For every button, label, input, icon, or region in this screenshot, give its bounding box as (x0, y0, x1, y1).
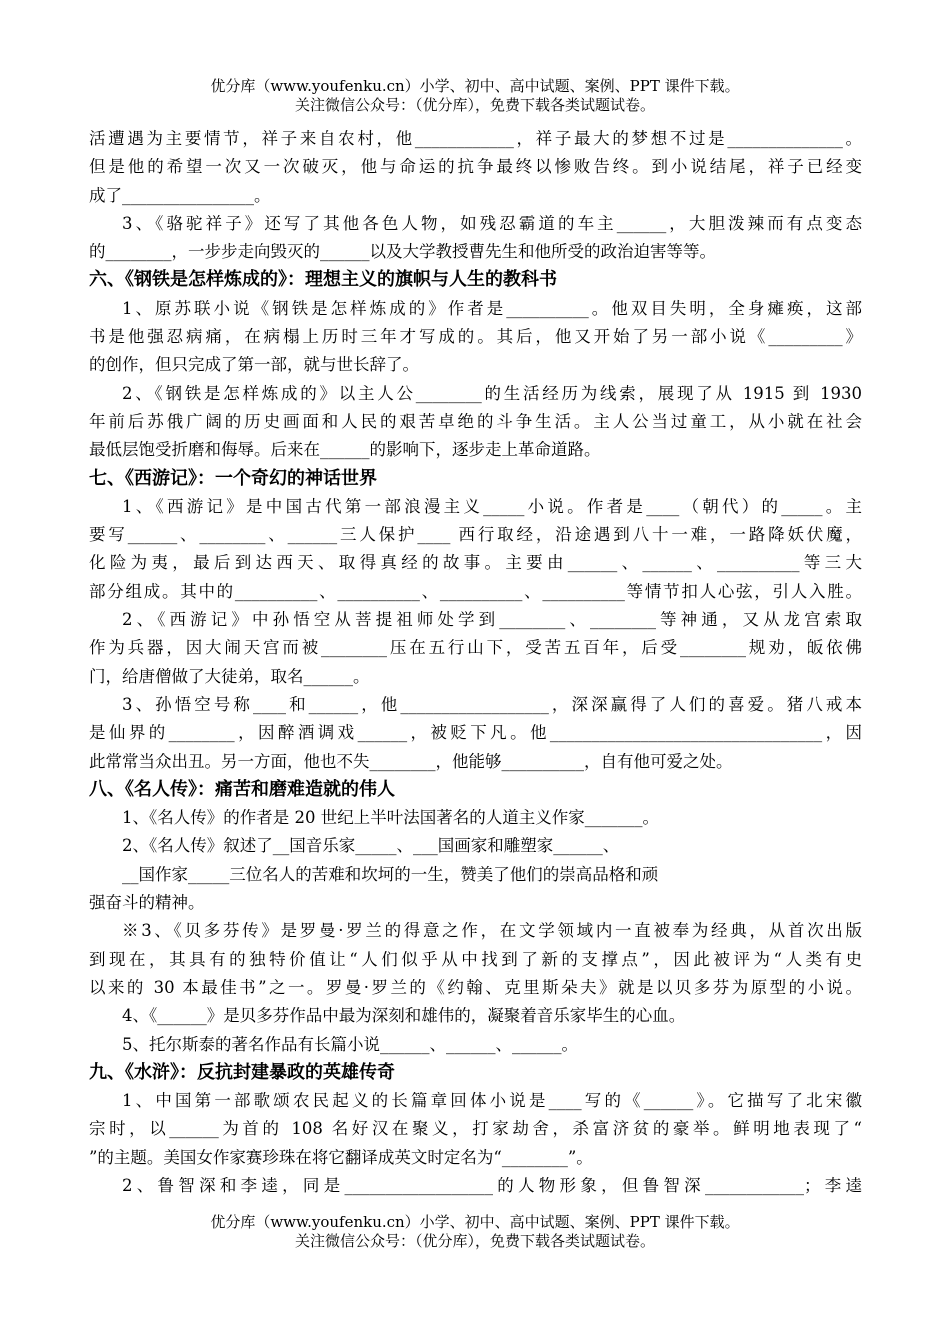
page-header (0, 77, 950, 115)
text-line: 2、《钢铁是怎样炼成的》以主人公________的生活经历为线索，展现了从 1915 到 1930 (122, 383, 862, 403)
text-line: 宗时，以______为首的 108 名好汉在聚义，打家劫舍，杀富济贫的豪举。鲜明地表现了“ (89, 1119, 862, 1139)
text-line: 作为兵器，因大闹天宫而被________压在五行山下，受苦五百年，后受________规劝，皈依佛 (89, 638, 862, 658)
text-line: 部分组成。其中的__________、__________、__________、__________等情节扣人心弦，引人入胜。 (89, 581, 862, 601)
text-line: 活遭遇为主要情节，祥子来自农村，他____________，祥子最大的梦想不过是______________。 (89, 129, 862, 148)
text-line: 是仙界的________，因醉酒调戏______，被贬下凡。他_________________________________，因 (89, 723, 862, 743)
text-line: 年前后苏俄广阔的历史画面和人民的艰苦卓绝的斗争生活。主人公当过童工，从小就在社会 (89, 411, 862, 431)
header-line-2: 关注微信公众号：（优分库），免费下载各类试题试卷。 (294, 96, 655, 114)
text-line: 3、孙悟空号称____和______，他__________________，深深赢得了人们的喜爱。猪八戒本 (122, 694, 862, 714)
page-footer (0, 1213, 950, 1251)
section-heading: 七、《西游记》：一个奇幻的神话世界 (89, 467, 377, 489)
text-line: 最低层饱受折磨和侮辱。后来在______的影响下，逐步走上革命道路。 (89, 440, 601, 460)
text-line: 此常常当众出丑。另一方面，他也不失________，他能够__________，自有他可爱之处。 (89, 751, 733, 771)
text-line: 成了________________。 (89, 185, 271, 205)
text-line: 1、《西游记》是中国古代第一部浪漫主义_____小说。作者是____（朝代）的_____。主 (122, 496, 862, 516)
text-line: 2、《西游记》中孙悟空从菩提祖师处学到________、________等神通，又从龙宫索取 (122, 610, 862, 630)
text-line: 1、原苏联小说《钢铁是怎样炼成的》作者是__________。他双目失明，全身瘫痪，这部 (122, 298, 862, 318)
header-line-1: 优分库（www.youfenku.cn）小学、初中、高中试题、案例、PPT 课件下载。 (210, 77, 740, 95)
text-line: 3、《骆驼祥子》还写了其他各色人物，如残忍霸道的车主______，大胆泼辣而有点变态 (122, 213, 862, 233)
text-line: 化险为夷，最后到达西天、取得真经的故事。主要由______、______、__________等三大 (89, 553, 862, 573)
text-line: 书是他强忍病痛，在病榻上历时三年才写成的。其后，他又开始了另一部小说《_________》 (89, 327, 862, 347)
text-line: 但是他的希望一次又一次破灭，他与命运的抗争最终以惨败告终。到小说结尾，祥子已经变 (89, 157, 862, 177)
footer-line-2: 关注微信公众号：（优分库），免费下载各类试题试卷。 (294, 1232, 655, 1250)
text-line: 5、托尔斯泰的著名作品有长篇小说______、______、______。 (122, 1034, 578, 1054)
text-line: __国作家_____三位名人的苦难和坎坷的一生，赞美了他们的崇高品格和顽 (122, 864, 659, 884)
section-heading: 六、《钢铁是怎样炼成的》：理想主义的旗帜与人生的教科书 (89, 269, 557, 291)
text-line: 4、《______》是贝多芬作品中最为深刻和雄伟的，凝聚着音乐家毕生的心血。 (122, 1006, 686, 1026)
section-heading: 九、《水浒》：反抗封建暴政的英雄传奇 (89, 1061, 395, 1083)
section-heading: 八、《名人传》：痛苦和磨难造就的伟人 (89, 778, 395, 800)
text-line: 门，给唐僧做了大徒弟，取名______。 (89, 666, 370, 686)
text-line: 2、《名人传》叙述了__国音乐家_____、___国画家和雕塑家______、 (122, 836, 620, 856)
text-line: 1、《名人传》的作者是 20 世纪上半叶法国著名的人道主义作家_______。 (122, 808, 659, 828)
document-body (89, 125, 862, 1200)
text-line: 1、中国第一部歌颂农民起义的长篇章回体小说是____写的《______》。它描写了北宋徽 (122, 1091, 862, 1111)
text-line: 要写______、________、______三人保护____ 西行取经，沿途遇到八十一难，一路降妖伏魔， (89, 525, 862, 545)
text-line: ”的主题。美国女作家赛珍珠在将它翻译成英文时定名为“________”。 (89, 1147, 593, 1167)
text-line: 到现在，其具有的独特价值让“人们似乎从中找到了新的支撑点”，因此被评为“人类有史 (89, 949, 862, 969)
text-line: 2、鲁智深和李逵，同是__________________的人物形象，但鲁智深____________；李逵 (122, 1175, 862, 1195)
footer-line-1: 优分库（www.youfenku.cn）小学、初中、高中试题、案例、PPT 课件下载。 (210, 1213, 740, 1231)
text-line: 以来的 30 本最佳书”之一。罗曼·罗兰的《约翰、克里斯朵夫》就是以贝多芬为原型的小说。 (89, 977, 862, 997)
text-line: 的创作，但只完成了第一部，就与世长辞了。 (89, 355, 419, 375)
text-line: ※3、《贝多芬传》是罗曼·罗兰的得意之作，在文学领域内一直被奉为经典，从首次出版 (122, 921, 862, 941)
text-line: 强奋斗的精神。 (89, 893, 205, 913)
text-line: 的________，一步步走向毁灭的______以及大学教授曹先生和他所受的政治迫害等等。 (89, 242, 716, 262)
